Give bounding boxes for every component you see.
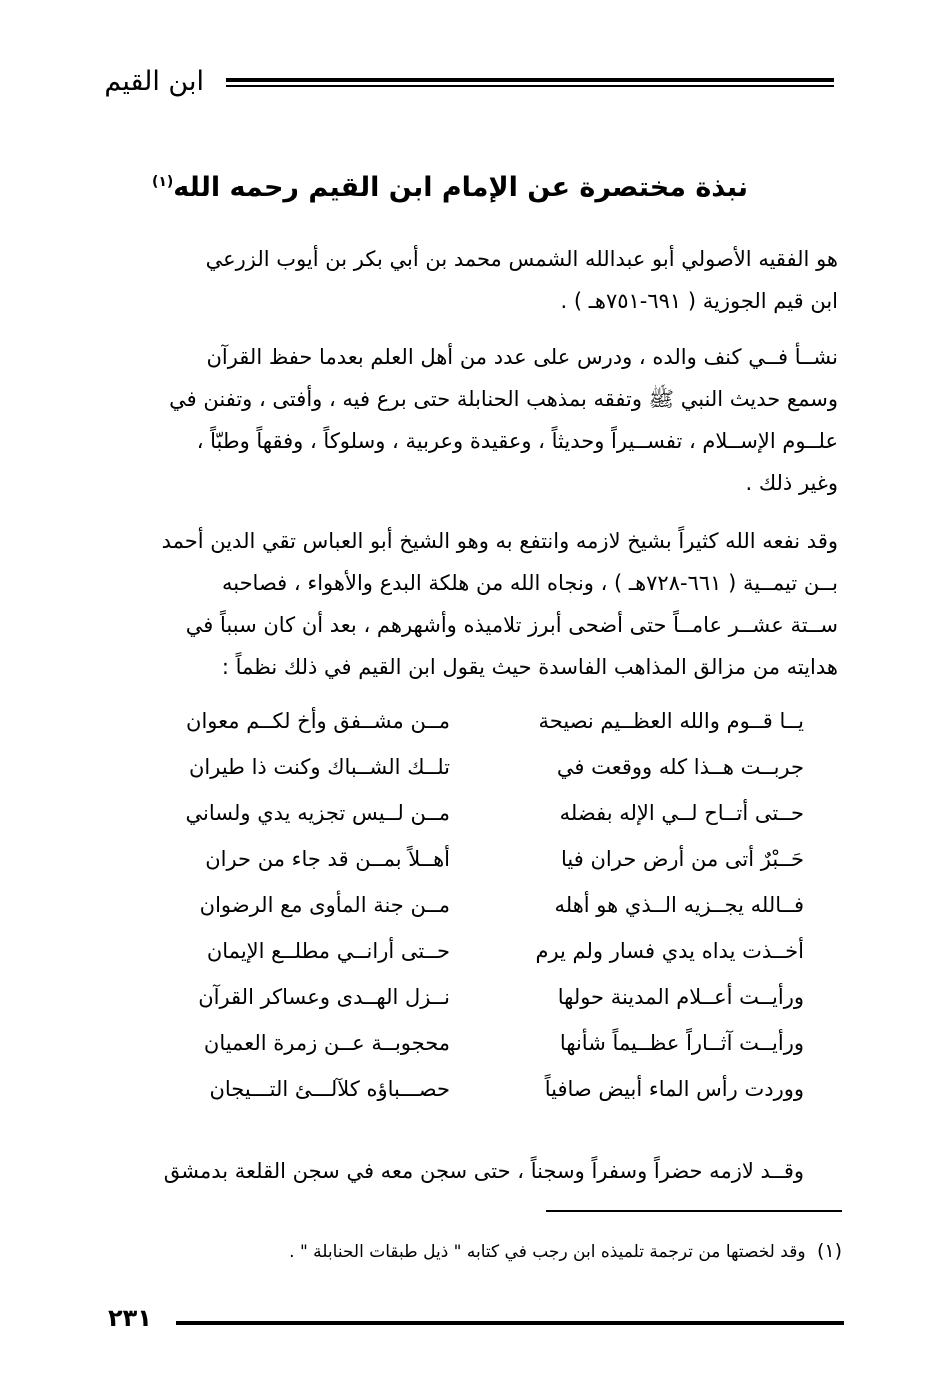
poem-verse xyxy=(140,698,820,744)
verse-first-hemistich: أخــذت يداه يدي فسار ولم يرم xyxy=(535,939,804,963)
running-head-title: ابن القيم xyxy=(104,66,204,97)
verse-second-hemistich: محجوبــة عــن زمرة العميان xyxy=(203,1031,450,1055)
header-rule xyxy=(226,78,834,88)
footer-rule xyxy=(176,1321,844,1325)
footnote-separator xyxy=(546,1210,842,1212)
chapter-title xyxy=(150,172,750,203)
poem-verse xyxy=(140,928,820,974)
poem-verse xyxy=(140,1066,820,1112)
footnote-text: وقد لخصتها من ترجمة تلميذه ابن رجب في كتابه " ذيل طبقات الحنابلة " . xyxy=(289,1242,806,1262)
footnote-marker: (١) xyxy=(816,1240,842,1262)
verse-second-hemistich: حصـــباؤه كلآلـــئ التـــيجان xyxy=(209,1077,450,1101)
paragraph-line: وقد نفعه الله كثيراً بشيخ لازمه وانتفع به وهو الشيخ أبو العباس تقي الدين أحمد xyxy=(161,529,838,553)
verse-first-hemistich: ورأيــت آثــاراً عظــيماً شأنها xyxy=(559,1031,804,1055)
poem-verse xyxy=(140,1020,820,1066)
poem-verse xyxy=(140,882,820,928)
poem xyxy=(140,698,820,1112)
verse-second-hemistich: مــن لــيس تجزيه يدي ولساني xyxy=(185,801,450,825)
paragraph-teacher xyxy=(98,520,838,688)
paragraph-intro xyxy=(98,238,838,322)
verse-first-hemistich: حــتى أتــاح لــي الإله بفضله xyxy=(559,801,804,825)
paragraph-line: وغير ذلك . xyxy=(745,471,838,495)
paragraph-line: هدايته من مزالق المذاهب الفاسدة حيث يقول ابن القيم في ذلك نظماً : xyxy=(221,655,838,679)
paragraph-line: ســتة عشــر عامــاً حتى أضحى أبرز تلاميذه وأشهرهم ، بعد أن كان سبباً في xyxy=(185,613,838,637)
poem-verse xyxy=(140,836,820,882)
paragraph-line: نشــأ فــي كنف والده ، ودرس على عدد من أهل العلم بعدما حفظ القرآن xyxy=(206,345,838,369)
verse-second-hemistich: مــن جنة المأوى مع الرضوان xyxy=(199,893,450,917)
footnote xyxy=(190,1236,842,1267)
closing-line: وقــد لازمه حضراً وسفراً وسجناً ، حتى سجن معه في سجن القلعة بدمشق xyxy=(163,1159,804,1183)
verse-second-hemistich: حــتى أرانــي مطلــع الإيمان xyxy=(206,939,450,963)
verse-second-hemistich: مــن مشــفق وأخ لكــم معوان xyxy=(186,709,450,733)
title-footnote-ref: (١) xyxy=(151,174,174,190)
verse-first-hemistich: جربــت هــذا كله ووقعت في xyxy=(556,755,804,779)
chapter-title-text: نبذة مختصرة عن الإمام ابن القيم رحمه الله xyxy=(173,172,749,203)
poem-verse xyxy=(140,974,820,1020)
verse-first-hemistich: ووردت رأس الماء أبيض صافياً xyxy=(544,1077,804,1101)
verse-first-hemistich: ورأيــت أعــلام المدينة حولها xyxy=(557,985,804,1009)
verse-second-hemistich: أهــلاً بمــن قد جاء من حران xyxy=(205,847,450,871)
header-rule-thick xyxy=(226,78,834,82)
poem-verse xyxy=(140,744,820,790)
paragraph-line: هو الفقيه الأصولي أبو عبدالله الشمس محمد بن أبي بكر بن أيوب الزرعي xyxy=(205,247,838,271)
verse-first-hemistich: يــا قــوم والله العظــيم نصيحة xyxy=(538,709,804,733)
paragraph-upbringing xyxy=(98,336,838,504)
verse-first-hemistich: فــالله يجــزيه الــذي هو أهله xyxy=(554,893,804,917)
paragraph-line: بــن تيمــية ( ٦٦١-٧٢٨هـ ) ، ونجاه الله من هلكة البدع والأهواء ، فصاحبه xyxy=(221,571,838,595)
paragraph-line: ابن قيم الجوزية ( ٦٩١-٧٥١هـ ) . xyxy=(560,289,838,313)
header-rule-thin xyxy=(226,85,834,87)
verse-second-hemistich: تلــك الشــباك وكنت ذا طيران xyxy=(189,755,450,779)
paragraph-line: علــوم الإســلام ، تفســيراً وحديثاً ، وعقيدة وعربية ، وسلوكاً ، وفقهاً وطبّاً ، xyxy=(196,429,838,453)
verse-second-hemistich: نــزل الهــدى وعساكر القرآن xyxy=(198,985,450,1009)
paragraph-line: وسمع حديث النبي ﷺ وتفقه بمذهب الحنابلة حتى برع فيه ، وأفتى ، وتفنن في xyxy=(169,387,838,411)
verse-first-hemistich: حَــبْرٌ أتى من أرض حران فيا xyxy=(561,847,804,871)
page-number: ٢٣١ xyxy=(108,1304,152,1332)
poem-verse xyxy=(140,790,820,836)
